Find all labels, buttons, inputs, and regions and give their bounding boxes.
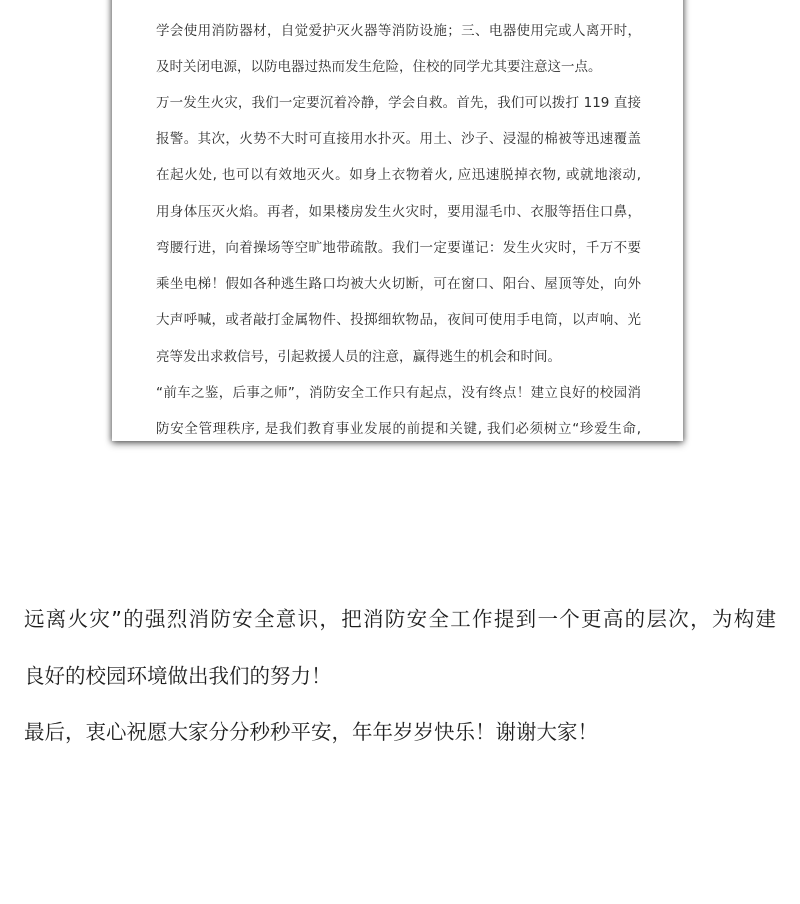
continuation-line-2: 良好的校园环境做出我们的努力！	[24, 664, 332, 688]
page-line-4: 万一发生火灾，我们一定要沉着冷静，学会自救。首先，我们可以拨打 119 直接	[156, 95, 641, 111]
closing-remark: 最后，衷心祝愿大家分分秒秒平安，年年岁岁快乐！谢谢大家！	[24, 720, 598, 744]
page-line-8: 弯腰行进，向着操场等空旷地带疏散。我们一定要谨记：发生火灾时，千万不要	[156, 240, 641, 256]
page-line-2: 学会使用消防器材，自觉爱护灭火器等消防设施；三、电器使用完或人离开时，	[156, 23, 641, 39]
page-line-12: “前车之鉴，后事之师”，消防安全工作只有起点，没有终点！建立良好的校园消	[156, 385, 641, 401]
page-line-13: 防安全管理秩序, 是我们教育事业发展的前提和关键, 我们必须树立“珍爱生命,	[156, 421, 641, 437]
page-line-6: 在起火处, 也可以有效地灭火。如身上衣物着火, 应迅速脱掉衣物, 或就地滚动,	[156, 167, 641, 183]
document-page-preview	[112, 0, 683, 441]
page-line-7: 用身体压灭火焰。再者，如果楼房发生火灾时，要用湿毛巾、衣服等捂住口鼻，	[156, 204, 641, 220]
continuation-line-1: 远离火灾”的强烈消防安全意识，把消防安全工作提到一个更高的层次，为构建	[24, 607, 776, 631]
page-line-3: 及时关闭电源，以防电器过热而发生危险，住校的同学尤其要注意这一点。	[156, 59, 602, 75]
page-line-5: 报警。其次，火势不大时可直接用水扑灭。用土、沙子、浸湿的棉被等迅速覆盖	[156, 131, 641, 147]
page-line-11: 亮等发出求救信号，引起救援人员的注意，赢得逃生的机会和时间。	[156, 349, 561, 365]
page-line-10: 大声呼喊，或者敲打金属物件、投掷细软物品，夜间可使用手电筒，以声响、光	[156, 312, 641, 328]
page-line-9: 乘坐电梯！假如各种逃生路口均被大火切断，可在窗口、阳台、屋顶等处，向外	[156, 276, 641, 292]
